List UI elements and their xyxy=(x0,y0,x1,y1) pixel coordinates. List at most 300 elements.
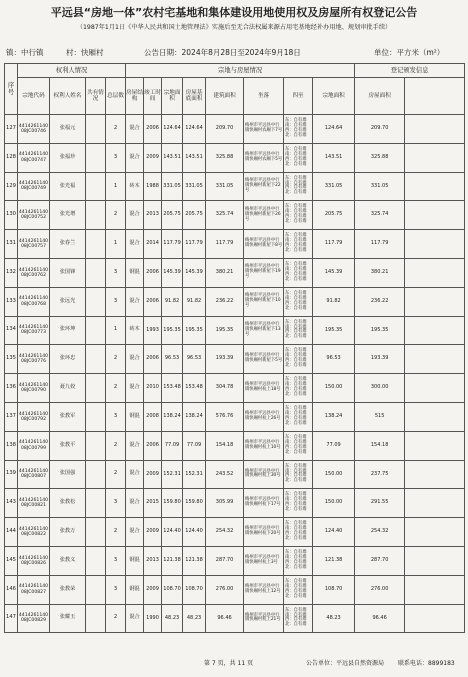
cell-seq: 130 xyxy=(5,201,18,230)
cell-boundaries: 东：自有墙 南：自有墙 西：自有墙 北：自有墙 xyxy=(284,604,313,633)
cell-location: 梅州市平远县中行镇快厢村杭上21号 xyxy=(244,604,284,633)
page-footer xyxy=(4,657,464,671)
phone-label: 联系电话：8899183 xyxy=(398,660,455,667)
cell-boundaries: 东：自有墙 南：自有墙 西：自有墙 北：自有墙 xyxy=(284,431,313,460)
cell-owner-name: 张环忠 xyxy=(50,345,86,374)
cell-structure: 混合 xyxy=(126,115,144,144)
cell-total-floors: 3 xyxy=(106,489,126,518)
table-row xyxy=(5,316,465,345)
col-parcel-code: 宗地代码 xyxy=(18,78,50,115)
cell-building-area: 287.70 xyxy=(206,546,244,575)
cell-total-floors: 3 xyxy=(106,287,126,316)
cell-boundaries: 东：自有墙 南：自有墙 西：自有墙 北：自有墙 xyxy=(284,115,313,144)
cell-total-floors: 1 xyxy=(106,172,126,201)
cell-owner-name: 张国强 xyxy=(50,460,86,489)
cell-boundaries: 东：自有墙 南：自有墙 西：自有墙 北：自有墙 xyxy=(284,172,313,201)
cell-completion-year: 1993 xyxy=(144,316,162,345)
cell-total-floors: 2 xyxy=(106,345,126,374)
cell-seq: 146 xyxy=(5,575,18,604)
cell-building-area: 576.76 xyxy=(206,402,244,431)
cell-parcel-area: 124.64 xyxy=(162,115,183,144)
cell-structure: 混合 xyxy=(126,143,144,172)
cell-reg-house-area: 154.18 xyxy=(355,431,405,460)
cell-completion-year: 2009 xyxy=(144,575,162,604)
col-boundaries: 四至 xyxy=(284,78,313,115)
cell-building-area: 380.21 xyxy=(206,258,244,287)
cell-completion-year: 2009 xyxy=(144,460,162,489)
cell-building-area: 195.35 xyxy=(206,316,244,345)
cell-co-owner xyxy=(86,115,106,144)
cell-parcel-area: 152.31 xyxy=(162,460,183,489)
cell-base-area: 117.79 xyxy=(183,230,206,259)
cell-seq: 135 xyxy=(5,345,18,374)
cell-structure: 钢混 xyxy=(126,402,144,431)
table-row xyxy=(5,460,465,489)
cell-completion-year: 2006 xyxy=(144,345,162,374)
cell-owner-name: 张教松 xyxy=(50,489,86,518)
cell-reg-parcel-area: 150.00 xyxy=(313,460,355,489)
cell-structure: 混合 xyxy=(126,518,144,547)
cell-location: 梅州市平远县中行镇快厢村杭上12号 xyxy=(244,575,284,604)
cell-remark xyxy=(405,489,465,518)
cell-location: 梅州市平远县中行镇快厢村杭上30号 xyxy=(244,460,284,489)
cell-boundaries: 东：自有墙 南：自有墙 西：自有墙 北：自有墙 xyxy=(284,489,313,518)
cell-co-owner xyxy=(86,431,106,460)
cell-base-area: 153.48 xyxy=(183,374,206,403)
cell-location: 梅州市平远县中行镇快厢村杭上10号 xyxy=(244,431,284,460)
cell-parcel-code: 441426114008JC00792 xyxy=(18,402,50,431)
cell-parcel-code: 441426114008JC00752 xyxy=(18,201,50,230)
cell-reg-parcel-area: 91.82 xyxy=(313,287,355,316)
table-row xyxy=(5,201,465,230)
publisher-label: 公告单位：平远县自然资源局 xyxy=(306,660,385,667)
cell-base-area: 96.53 xyxy=(183,345,206,374)
unit-label: 单位：平方米（m²） xyxy=(374,48,445,57)
cell-parcel-code: 441426114008JC00826 xyxy=(18,546,50,575)
cell-remark xyxy=(405,402,465,431)
cell-co-owner xyxy=(86,316,106,345)
cell-owner-name: 张教平 xyxy=(50,431,86,460)
table-row xyxy=(5,230,465,259)
cell-seq: 131 xyxy=(5,230,18,259)
cell-building-area: 154.18 xyxy=(206,431,244,460)
cell-base-area: 91.82 xyxy=(183,287,206,316)
cell-reg-house-area: 276.00 xyxy=(355,575,405,604)
cell-total-floors: 3 xyxy=(106,143,126,172)
cell-structure: 钢混 xyxy=(126,546,144,575)
cell-base-area: 331.05 xyxy=(183,172,206,201)
cell-parcel-code: 441426114008JC00827 xyxy=(18,575,50,604)
cell-base-area: 48.23 xyxy=(183,604,206,633)
cell-structure: 砖木 xyxy=(126,316,144,345)
cell-base-area: 195.35 xyxy=(183,316,206,345)
table-row xyxy=(5,402,465,431)
cell-reg-parcel-area: 77.09 xyxy=(313,431,355,460)
col-seq: 序号 xyxy=(5,64,18,115)
cell-completion-year: 2014 xyxy=(144,230,162,259)
cell-building-area: 117.79 xyxy=(206,230,244,259)
table-row xyxy=(5,431,465,460)
page-title: 平远县“房地一体”农村宅基地和集体建设用地使用权及房屋所有权登记公告 xyxy=(50,6,418,19)
cell-reg-house-area: 193.39 xyxy=(355,345,405,374)
table-row xyxy=(5,374,465,403)
page-number: 第 7 页，共 11 页 xyxy=(204,660,254,667)
cell-parcel-code: 441426114008JC00768 xyxy=(18,287,50,316)
cell-completion-year: 2013 xyxy=(144,201,162,230)
col-reg-parcel-area: 宗地面积 xyxy=(313,78,355,115)
cell-base-area: 121.38 xyxy=(183,546,206,575)
cell-parcel-code: 441426114008JC00821 xyxy=(18,489,50,518)
cell-structure: 混合 xyxy=(126,287,144,316)
cell-owner-name: 张福元 xyxy=(50,115,86,144)
cell-seq: 132 xyxy=(5,258,18,287)
cell-parcel-code: 441426114008JC00790 xyxy=(18,374,50,403)
col-group-register: 登记颁发信息 xyxy=(355,64,465,78)
cell-owner-name: 张光福 xyxy=(50,172,86,201)
col-parcel-area: 宗地面积 xyxy=(162,78,183,115)
cell-remark xyxy=(405,431,465,460)
cell-remark xyxy=(405,258,465,287)
cell-parcel-code: 441426114008JC00799 xyxy=(18,431,50,460)
col-reg-house-area: 房屋面积 xyxy=(355,78,405,115)
notice-header xyxy=(4,45,464,59)
cell-parcel-code: 441426114008JC00747 xyxy=(18,143,50,172)
village-label: 村：快厢村 xyxy=(66,48,104,57)
cell-parcel-area: 121.38 xyxy=(162,546,183,575)
cell-boundaries: 东：自有墙 南：自有墙 西：自有墙 北：自有墙 xyxy=(284,345,313,374)
cell-remark xyxy=(405,345,465,374)
cell-seq: 139 xyxy=(5,460,18,489)
cell-reg-parcel-area: 150.00 xyxy=(313,374,355,403)
cell-boundaries: 东：自有墙 南：自有墙 西：自有墙 北：自有墙 xyxy=(284,143,313,172)
cell-completion-year: 2009 xyxy=(144,143,162,172)
cell-location: 梅州市平远县中行镇快厢村新屋下22号 xyxy=(244,172,284,201)
cell-parcel-area: 159.80 xyxy=(162,489,183,518)
cell-completion-year: 1990 xyxy=(144,604,162,633)
cell-base-area: 143.51 xyxy=(183,143,206,172)
cell-total-floors: 3 xyxy=(106,575,126,604)
cell-reg-parcel-area: 138.24 xyxy=(313,402,355,431)
cell-parcel-area: 91.82 xyxy=(162,287,183,316)
cell-total-floors: 2 xyxy=(106,460,126,489)
cell-co-owner xyxy=(86,345,106,374)
cell-seq: 143 xyxy=(5,489,18,518)
cell-boundaries: 东：自有墙 南：自有墙 西：自有墙 北：自有墙 xyxy=(284,258,313,287)
cell-reg-house-area: 331.05 xyxy=(355,172,405,201)
cell-parcel-code: 441426114008JC00749 xyxy=(18,172,50,201)
cell-boundaries: 东：自有墙 南：自有墙 西：自有墙 北：自有墙 xyxy=(284,374,313,403)
cell-structure: 混合 xyxy=(126,201,144,230)
cell-parcel-area: 143.51 xyxy=(162,143,183,172)
cell-base-area: 205.75 xyxy=(183,201,206,230)
cell-reg-house-area: 209.70 xyxy=(355,115,405,144)
cell-boundaries: 东：自有墙 南：自有墙 西：自有墙 北：自有墙 xyxy=(284,575,313,604)
cell-owner-name: 张耀玉 xyxy=(50,604,86,633)
cell-parcel-area: 331.05 xyxy=(162,172,183,201)
cell-location: 梅州市平远县中行镇快厢村杭上18号 xyxy=(244,374,284,403)
cell-reg-house-area: 300.00 xyxy=(355,374,405,403)
cell-building-area: 325.74 xyxy=(206,201,244,230)
cell-reg-parcel-area: 195.35 xyxy=(313,316,355,345)
cell-reg-parcel-area: 96.53 xyxy=(313,345,355,374)
cell-reg-house-area: 117.79 xyxy=(355,230,405,259)
cell-remark xyxy=(405,287,465,316)
table-row xyxy=(5,172,465,201)
cell-location: 梅州市平远县中行镇快厢村新屋下8号 xyxy=(244,230,284,259)
cell-seq: 133 xyxy=(5,287,18,316)
cell-owner-name: 张春兰 xyxy=(50,230,86,259)
cell-completion-year: 2006 xyxy=(144,431,162,460)
col-completion-year: 竣工时间 xyxy=(144,78,162,115)
col-location: 坐落 xyxy=(244,78,284,115)
cell-reg-parcel-area: 124.40 xyxy=(313,518,355,547)
cell-completion-year: 2006 xyxy=(144,115,162,144)
table-row xyxy=(5,258,465,287)
cell-parcel-area: 117.79 xyxy=(162,230,183,259)
cell-remark xyxy=(405,460,465,489)
cell-parcel-code: 441426114008JC00822 xyxy=(18,518,50,547)
cell-reg-parcel-area: 150.00 xyxy=(313,489,355,518)
cell-remark xyxy=(405,546,465,575)
cell-seq: 129 xyxy=(5,172,18,201)
cell-owner-name: 聂九姣 xyxy=(50,374,86,403)
cell-completion-year: 2009 xyxy=(144,518,162,547)
cell-structure: 钢混 xyxy=(126,258,144,287)
cell-reg-house-area: 254.32 xyxy=(355,518,405,547)
cell-total-floors: 1 xyxy=(106,316,126,345)
cell-total-floors: 2 xyxy=(106,604,126,633)
cell-reg-parcel-area: 143.51 xyxy=(313,143,355,172)
cell-parcel-code: 441426114008JC00762 xyxy=(18,258,50,287)
cell-remark xyxy=(405,374,465,403)
cell-reg-parcel-area: 205.75 xyxy=(313,201,355,230)
cell-remark xyxy=(405,230,465,259)
cell-completion-year: 2013 xyxy=(144,546,162,575)
table-row xyxy=(5,287,465,316)
cell-co-owner xyxy=(86,460,106,489)
cell-building-area: 276.00 xyxy=(206,575,244,604)
cell-parcel-code: 441426114008JC00773 xyxy=(18,316,50,345)
cell-seq: 128 xyxy=(5,143,18,172)
cell-remark xyxy=(405,604,465,633)
cell-base-area: 138.24 xyxy=(183,402,206,431)
cell-boundaries: 东：自有墙 南：自有墙 西：自有墙 北：自有墙 xyxy=(284,518,313,547)
cell-completion-year: 2008 xyxy=(144,402,162,431)
cell-reg-parcel-area: 117.79 xyxy=(313,230,355,259)
cell-reg-house-area: 325.88 xyxy=(355,143,405,172)
cell-co-owner xyxy=(86,374,106,403)
cell-total-floors: 2 xyxy=(106,115,126,144)
cell-owner-name: 张国锋 xyxy=(50,258,86,287)
cell-structure: 混合 xyxy=(126,604,144,633)
col-building-area: 建筑面积 xyxy=(206,78,244,115)
cell-parcel-area: 145.39 xyxy=(162,258,183,287)
cell-co-owner xyxy=(86,201,106,230)
cell-building-area: 96.46 xyxy=(206,604,244,633)
cell-reg-parcel-area: 124.64 xyxy=(313,115,355,144)
table-row xyxy=(5,115,465,144)
cell-completion-year: 2006 xyxy=(144,258,162,287)
cell-remark xyxy=(405,143,465,172)
cell-structure: 混合 xyxy=(126,460,144,489)
cell-owner-name: 张教荣 xyxy=(50,575,86,604)
cell-total-floors: 2 xyxy=(106,431,126,460)
cell-reg-house-area: 325.74 xyxy=(355,201,405,230)
cell-reg-house-area: 237.75 xyxy=(355,460,405,489)
cell-base-area: 124.64 xyxy=(183,115,206,144)
town-label: 镇：中行镇 xyxy=(6,48,44,57)
cell-location: 梅州市平远县中行镇快厢村杭上3号 xyxy=(244,546,284,575)
cell-owner-name: 张光增 xyxy=(50,201,86,230)
cell-remark xyxy=(405,575,465,604)
cell-structure: 混合 xyxy=(126,230,144,259)
cell-co-owner xyxy=(86,518,106,547)
cell-reg-house-area: 291.55 xyxy=(355,489,405,518)
cell-total-floors: 3 xyxy=(106,402,126,431)
cell-seq: 134 xyxy=(5,316,18,345)
cell-owner-name: 张福珍 xyxy=(50,143,86,172)
cell-seq: 144 xyxy=(5,518,18,547)
cell-reg-parcel-area: 108.70 xyxy=(313,575,355,604)
cell-location: 梅州市平远县中行镇快厢村杭上26号 xyxy=(244,402,284,431)
table-row xyxy=(5,518,465,547)
cell-location: 梅州市平远县中行镇快厢村农厢下7号 xyxy=(244,115,284,144)
cell-seq: 136 xyxy=(5,374,18,403)
table-row xyxy=(5,604,465,633)
cell-building-area: 193.39 xyxy=(206,345,244,374)
cell-building-area: 254.32 xyxy=(206,518,244,547)
cell-location: 梅州市平远县中行镇快厢村新屋下10号 xyxy=(244,287,284,316)
cell-boundaries: 东：自有墙 南：自有墙 西：自有墙 北：自有墙 xyxy=(284,287,313,316)
cell-location: 梅州市平远县中行镇快厢村新屋下13号 xyxy=(244,316,284,345)
cell-remark xyxy=(405,201,465,230)
cell-remark xyxy=(405,518,465,547)
cell-structure: 混合 xyxy=(126,431,144,460)
col-co-owner: 共有情况 xyxy=(86,78,106,115)
cell-seq: 138 xyxy=(5,431,18,460)
cell-reg-house-area: 287.70 xyxy=(355,546,405,575)
cell-building-area: 243.52 xyxy=(206,460,244,489)
table-row xyxy=(5,345,465,374)
cell-structure: 混合 xyxy=(126,345,144,374)
cell-building-area: 305.99 xyxy=(206,489,244,518)
notice-period: 公告日期：2024年8月28日至2024年9月18日 xyxy=(144,48,301,57)
cell-co-owner xyxy=(86,258,106,287)
cell-total-floors: 1 xyxy=(106,230,126,259)
cell-reg-house-area: 195.35 xyxy=(355,316,405,345)
cell-total-floors: 2 xyxy=(106,201,126,230)
col-total-floors: 总层数 xyxy=(106,78,126,115)
cell-location: 梅州市平远县中行镇快厢村杭下17号 xyxy=(244,489,284,518)
cell-base-area: 152.31 xyxy=(183,460,206,489)
cell-seq: 127 xyxy=(5,115,18,144)
cell-co-owner xyxy=(86,546,106,575)
cell-structure: 钢混 xyxy=(126,575,144,604)
table-row xyxy=(5,489,465,518)
cell-boundaries: 东：自有墙 南：自有墙 西：自有墙 北：自有墙 xyxy=(284,546,313,575)
cell-co-owner xyxy=(86,230,106,259)
cell-location: 梅州市平远县中行镇快厢村新屋下26号 xyxy=(244,201,284,230)
cell-parcel-area: 48.23 xyxy=(162,604,183,633)
register-table xyxy=(4,63,465,633)
cell-location: 梅州市平远县中行镇快厢村新屋下19号 xyxy=(244,258,284,287)
cell-remark xyxy=(405,172,465,201)
cell-owner-name: 张远光 xyxy=(50,287,86,316)
table-row xyxy=(5,546,465,575)
cell-location: 梅州市平远县中行镇快厢村新屋下5号 xyxy=(244,345,284,374)
cell-co-owner xyxy=(86,402,106,431)
cell-boundaries: 东：自有墙 南：自有墙 西：自有墙 北：自有墙 xyxy=(284,316,313,345)
cell-base-area: 108.70 xyxy=(183,575,206,604)
col-base-area: 房屋基底面积 xyxy=(183,78,206,115)
cell-base-area: 77.09 xyxy=(183,431,206,460)
cell-remark xyxy=(405,115,465,144)
col-owner-name: 权利人姓名 xyxy=(50,78,86,115)
cell-seq: 137 xyxy=(5,402,18,431)
cell-reg-house-area: 236.22 xyxy=(355,287,405,316)
cell-parcel-code: 441426114008JC00807 xyxy=(18,460,50,489)
cell-co-owner xyxy=(86,143,106,172)
col-structure: 房屋结构 xyxy=(126,78,144,115)
cell-parcel-code: 441426114008JC00829 xyxy=(18,604,50,633)
cell-base-area: 145.39 xyxy=(183,258,206,287)
cell-parcel-area: 138.24 xyxy=(162,402,183,431)
table-row xyxy=(5,143,465,172)
cell-owner-name: 张教军 xyxy=(50,402,86,431)
cell-completion-year: 2006 xyxy=(144,287,162,316)
page-subtitle: （1987年1月1日《中华人民共和国土地管理法》实施后至无合法权属来源占用宅基地经补办用地、规划审批手续） xyxy=(76,24,392,31)
cell-location: 梅州市平远县中行镇快厢村农厢下5号 xyxy=(244,143,284,172)
cell-co-owner xyxy=(86,604,106,633)
cell-reg-parcel-area: 331.05 xyxy=(313,172,355,201)
cell-total-floors: 2 xyxy=(106,374,126,403)
cell-completion-year: 2010 xyxy=(144,374,162,403)
cell-boundaries: 东：自有墙 南：自有墙 西：自有墙 北：自有墙 xyxy=(284,230,313,259)
cell-parcel-code: 441426114008JC00746 xyxy=(18,115,50,144)
cell-reg-parcel-area: 145.39 xyxy=(313,258,355,287)
cell-building-area: 325.88 xyxy=(206,143,244,172)
cell-reg-parcel-area: 121.38 xyxy=(313,546,355,575)
cell-parcel-area: 108.70 xyxy=(162,575,183,604)
cell-building-area: 236.22 xyxy=(206,287,244,316)
cell-building-area: 209.70 xyxy=(206,115,244,144)
col-group-land-house: 宗地与房屋情况 xyxy=(126,64,355,78)
table-row xyxy=(5,575,465,604)
cell-parcel-area: 77.09 xyxy=(162,431,183,460)
cell-structure: 砖木 xyxy=(126,172,144,201)
cell-base-area: 124.40 xyxy=(183,518,206,547)
cell-completion-year: 2015 xyxy=(144,489,162,518)
cell-total-floors: 3 xyxy=(106,258,126,287)
cell-owner-name: 张环坤 xyxy=(50,316,86,345)
cell-co-owner xyxy=(86,172,106,201)
cell-location: 梅州市平远县中行镇快厢村杭下20号 xyxy=(244,518,284,547)
cell-parcel-area: 124.40 xyxy=(162,518,183,547)
cell-base-area: 159.80 xyxy=(183,489,206,518)
cell-seq: 147 xyxy=(5,604,18,633)
cell-boundaries: 东：自有墙 南：自有墙 西：自有墙 北：自有墙 xyxy=(284,201,313,230)
cell-boundaries: 东：自有墙 南：自有墙 西：自有墙 北：自有墙 xyxy=(284,402,313,431)
col-group-owner: 权利人情况 xyxy=(18,64,126,78)
cell-remark xyxy=(405,316,465,345)
cell-reg-house-area: 515 xyxy=(355,402,405,431)
cell-completion-year: 1988 xyxy=(144,172,162,201)
cell-boundaries: 东：自有墙 南：自有墙 西：自有墙 北：自有墙 xyxy=(284,460,313,489)
cell-reg-parcel-area: 48.23 xyxy=(313,604,355,633)
cell-co-owner xyxy=(86,489,106,518)
cell-total-floors: 2 xyxy=(106,518,126,547)
cell-reg-house-area: 380.21 xyxy=(355,258,405,287)
